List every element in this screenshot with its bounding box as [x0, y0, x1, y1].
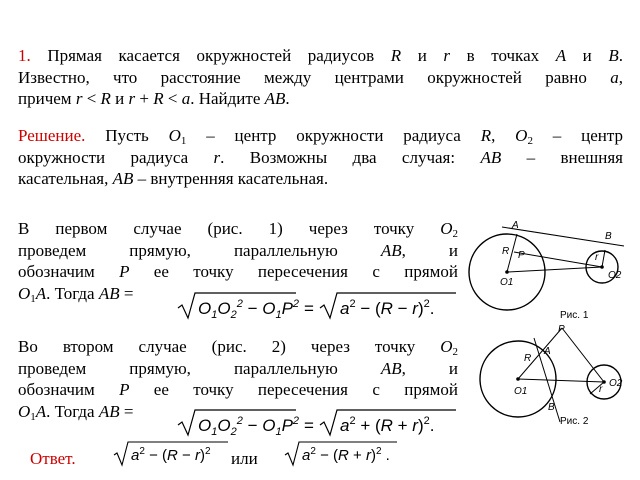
label-P: P — [558, 324, 565, 335]
case2-line-1: Во втором случае (рис. 2) через точку $O_2$ — [18, 337, 458, 358]
figure-1 — [462, 212, 632, 324]
solution-line-3: касательная, AB – внутренняя касательная. — [18, 169, 329, 188]
parallel-line — [514, 252, 602, 267]
case1-line-3: обозначим P ее точку пересечения с прямой — [18, 262, 459, 281]
radius-r — [602, 250, 605, 267]
case1-formula-svg — [176, 290, 461, 322]
answer-row — [30, 437, 450, 473]
problem-statement — [18, 45, 623, 110]
problem-line-2: Известно, что расстояние между центрами окружностей равно a, — [18, 67, 623, 87]
center-line — [507, 267, 602, 272]
label-R: R — [502, 246, 510, 257]
case1-formula-left: $O_1O_2^2 - O_1P^2$ — [198, 298, 300, 321]
label-A: A — [512, 220, 519, 231]
label-r: r — [599, 384, 603, 395]
case1-formula-right: $a^2 - (R - r)^2$. — [340, 298, 435, 318]
figure-1-caption: Рис. 1 — [560, 310, 589, 321]
case2-formula-svg — [176, 407, 461, 439]
figure-2 — [462, 324, 632, 432]
case2-eq: = — [304, 416, 314, 435]
label-O2: O2 — [608, 270, 622, 281]
case2-formula-right: $a^2 + (R + r)^2$. — [340, 415, 435, 435]
problem-line-1: 1. Прямая касается окружностей радиусов R и r в точках A и B. — [18, 46, 624, 65]
problem-number: 1. — [18, 46, 31, 65]
point-o1 — [505, 270, 509, 274]
label-P: P — [518, 250, 525, 261]
point-o2 — [602, 380, 606, 384]
point-o1 — [516, 377, 520, 381]
case2-line-3: обозначим P ее точку пересечения с прямой — [18, 380, 459, 399]
case2-formula-left: $O_1O_2^2 - O_1P^2$ — [198, 415, 300, 438]
case1-line-2: проведем прямую, параллельную AB, и — [18, 240, 458, 260]
answer-formula-2 — [283, 439, 413, 469]
svg-text:a2 − (R − r)2: $a^2 - (R - r)^2$ — [131, 446, 211, 464]
problem-line-3: причем r < R и r + R < a. Найдите AB. — [18, 89, 290, 108]
figure-2-caption: Рис. 2 — [560, 416, 589, 427]
solution-line-1: Решение. Пусть $O_1$ – центр окружности радиуса R, $O_2$ – центр — [18, 126, 624, 147]
center-line — [518, 379, 604, 382]
answer-formula-1 — [112, 439, 232, 469]
label-r: r — [595, 252, 599, 263]
label-O2: O2 — [609, 378, 623, 389]
label-O1: O1 — [514, 386, 528, 397]
label-B: B — [605, 231, 612, 242]
case1-line-4: $O_1A$. Тогда AB = — [18, 283, 134, 305]
case1-line-1: В первом случае (рис. 1) через точку $O_2$ — [18, 219, 458, 240]
case2-line-4: $O_1A$. Тогда AB = — [18, 401, 134, 423]
label-R: R — [524, 353, 532, 364]
case2-formula — [176, 407, 461, 439]
svg-text:a2 − (R + r)2 .: $a^2 - (R + r)^2$ . — [302, 446, 390, 464]
label-B: B — [548, 402, 555, 413]
label-A: A — [544, 346, 551, 357]
case1-eq: = — [304, 299, 314, 318]
answer-or: или — [231, 449, 258, 468]
point-o2 — [600, 265, 604, 269]
case2-line-2: проведем прямую, параллельную AB, и — [18, 358, 458, 378]
solution-line-2: окружности радиуса r. Возможны два случая: AB – внешняя — [18, 147, 624, 167]
parallel-line — [562, 328, 604, 382]
case1-formula — [176, 290, 461, 322]
solution-intro — [18, 125, 623, 190]
solution-label: Решение. — [18, 126, 86, 145]
label-O1: O1 — [500, 277, 514, 288]
answer-label: Ответ. — [30, 449, 76, 468]
